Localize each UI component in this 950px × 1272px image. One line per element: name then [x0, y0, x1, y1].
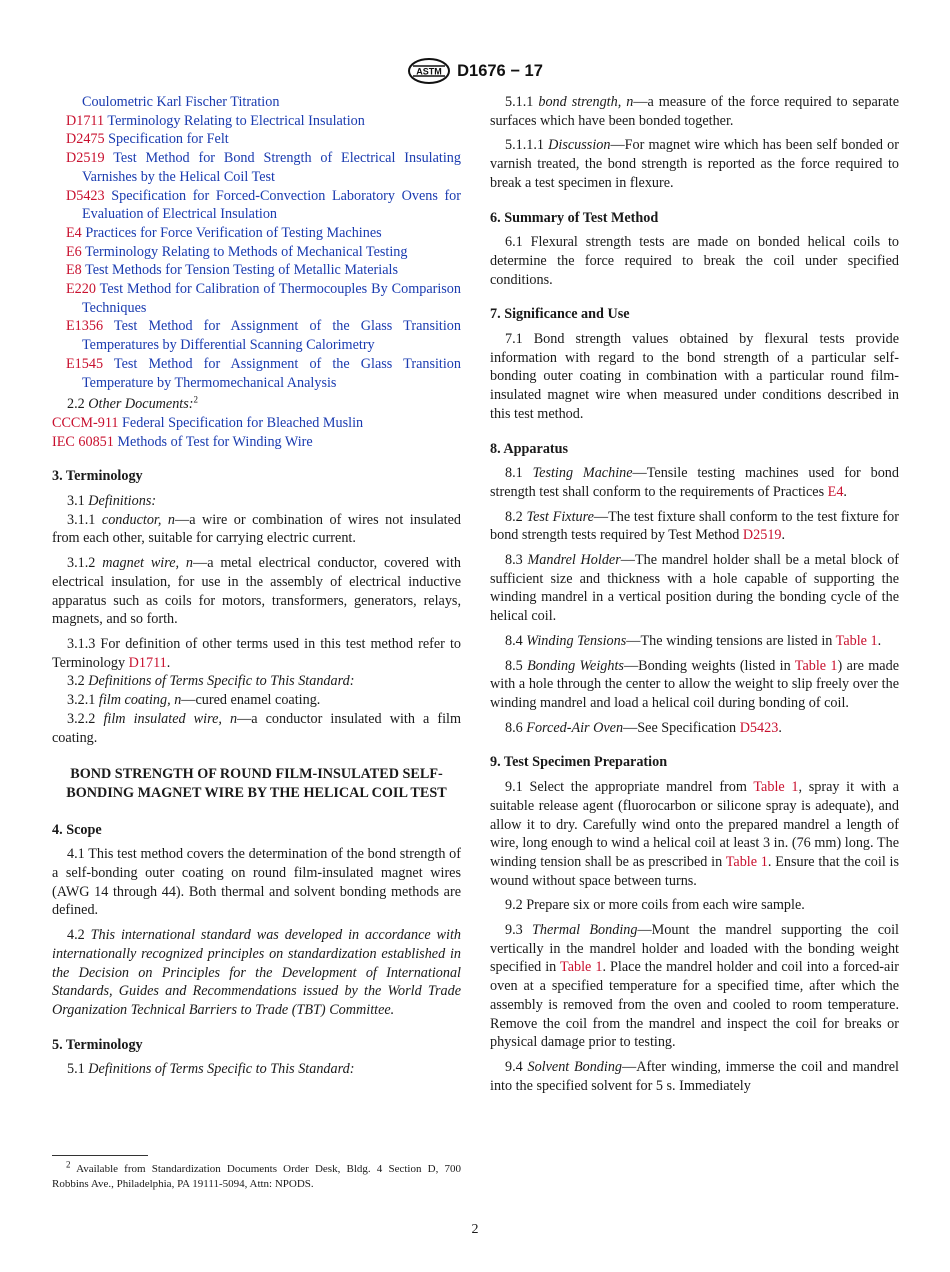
- section-9-4: 9.4 Solvent Bonding—After winding, immerse the coil and mandrel into the specified solvent for 5 s. Immediately: [490, 1058, 899, 1094]
- section-7-heading: 7. Significance and Use: [490, 306, 630, 323]
- section-5-1-1: 5.1.1 bond strength, n—a measure of the force required to separate surfaces which have been bonded together.: [490, 94, 900, 129]
- section-4-1: 4.1 This test method covers the determination of the bond strength of a self-bonding outer coating on round film-insulated magnet wires (AWG 14 through 44). Both thermal and solvent bonding methods are defined.: [52, 846, 461, 919]
- section-9-heading: 9. Test Specimen Preparation: [490, 754, 668, 771]
- link-d2519[interactable]: D2519: [742, 527, 782, 544]
- section-3-1: 3.1 Definitions:: [67, 493, 157, 510]
- footnote-divider: [52, 1155, 148, 1156]
- reference-e1356[interactable]: E1356 Test Method for Assignment of the Glass Transition Temperatures by Differential Scanning Calorimetry: [66, 318, 461, 354]
- reference-e1545[interactable]: E1545 Test Method for Assignment of the Glass Transition Temperature by Thermomechanical Analysis: [66, 355, 461, 391]
- astm-logo-icon: [407, 58, 451, 84]
- section-6-1: 6.1 Flexural strength tests are made on bonded helical coils to determine the force required to break the coil under specified conditions.: [490, 234, 899, 288]
- reference-continuation[interactable]: Coulometric Karl Fischer Titration: [82, 94, 280, 110]
- section-5-1-1-1: 5.1.1.1 Discussion—For magnet wire which has been self bonded or varnish treated, the bond strength is reported as the force required to break a test specimen in flexure.: [490, 137, 899, 191]
- section-8-2: 8.2 Test Fixture—The test fixture shall conform to the test fixture for bond strength tests required by Test Method D2519.: [490, 508, 900, 544]
- section-3-2: 3.2 Definitions of Terms Specific to This Standard:: [67, 673, 355, 690]
- reference-e8[interactable]: E8 Test Methods for Tension Testing of Metallic Materials: [66, 262, 398, 279]
- link-table-1[interactable]: Table 1: [835, 632, 878, 649]
- link-e4[interactable]: E4: [827, 483, 844, 500]
- section-5-1: 5.1 Definitions of Terms Specific to This Standard:: [67, 1061, 355, 1078]
- page-number: 2: [471, 1222, 479, 1237]
- reference-d1711[interactable]: D1711 Terminology Relating to Electrical Insulation: [66, 112, 365, 129]
- reference-e6[interactable]: E6 Terminology Relating to Methods of Mechanical Testing: [66, 243, 408, 260]
- section-8-1: 8.1 Testing Machine—Tensile testing machines used for bond strength test shall conform to the requirements of Practices E4.: [490, 465, 899, 500]
- section-3-2-2: 3.2.2 film insulated wire, n—a conductor insulated with a film coating.: [52, 710, 461, 746]
- link-table-1[interactable]: Table 1: [753, 779, 799, 796]
- section-3-1-1: 3.1.1 conductor, n—a wire or combination of wires not insulated from each other, suitable for carrying electric current.: [52, 511, 462, 547]
- section-4-heading: 4. Scope: [52, 821, 102, 838]
- standard-number: D1676 − 17: [457, 61, 543, 80]
- main-title: BOND STRENGTH OF ROUND FILM-INSULATED SELF-BONDING MAGNET WIRE BY THE HELICAL COIL TEST: [66, 766, 447, 801]
- reference-e4[interactable]: E4 Practices for Force Verification of Testing Machines: [66, 224, 382, 241]
- section-9-2: 9.2 Prepare six or more coils from each wire sample.: [505, 897, 805, 914]
- reference-d2475[interactable]: D2475 Specification for Felt: [66, 131, 229, 148]
- section-6-heading: 6. Summary of Test Method: [490, 209, 659, 226]
- left-column: [52, 93, 461, 1085]
- footnote: $^2$ Available from Standardization Documents Order Desk, Bldg. 4 Section D, 700 Robbins Ave., Philadelphia, PA 19111-5094, Attn: NPODS.: [52, 1159, 461, 1190]
- page-header: [0, 56, 950, 86]
- section-8-3: 8.3 Mandrel Holder—The mandrel holder shall be a metal block of sufficient size and thickness with a hole capable of supporting the winding mandrel in a vertical position during the bonding cycle of the helical coil.: [490, 552, 900, 625]
- section-5-heading: 5. Terminology: [52, 1036, 143, 1053]
- section-3-1-2: 3.1.2 magnet wire, n—a metal electrical conductor, covered with electrical insulation, for use in the assembly of electrical inductive apparatus such as coils for motors, transformers, generators, relays, magnets, and so forth.: [52, 555, 461, 628]
- section-8-6: 8.6 Forced-Air Oven—See Specification D5423.: [505, 719, 782, 736]
- link-d5423[interactable]: D5423: [739, 719, 779, 736]
- other-documents-heading: 2.2 Other Documents:$^2$: [67, 394, 198, 413]
- section-9-3: 9.3 Thermal Bonding—Mount the mandrel supporting the coil vertically in the mandrel holder and loaded with the bonding weight specified in Table 1. Place the mandrel holder and coil into a forced-air oven at a specified temperature for a specified time, after which the assembly is removed from the oven and cooled to room temperature. Remove the coil from the mandrel and inspect the coil for breaks or physical damage prior to testing.: [490, 922, 900, 1051]
- section-3-2-1: 3.2.1 film coating, n—cured enamel coating.: [67, 692, 321, 709]
- right-column: [490, 93, 899, 1101]
- section-3-heading: 3. Terminology: [52, 468, 143, 485]
- svg-text:ASTM: ASTM: [416, 66, 442, 77]
- reference-cccm-911[interactable]: CCCM-911 Federal Specification for Bleached Muslin: [52, 414, 364, 431]
- reference-e220[interactable]: E220 Test Method for Calibration of Thermocouples By Comparison Techniques: [66, 281, 461, 316]
- section-9-1: 9.1 Select the appropriate mandrel from Table 1, spray it with a suitable release agent (fluorocarbon or silicone spray is adequate), and allow it to dry. Carefully wind onto the prepared mandrel a length of wire, long enough to wind a helical coil at least 3 in. (76 mm) long. The winding tension shall be as prescribed in Table 1. Ensure that the coil is wound without space between turns.: [490, 779, 899, 889]
- link-table-1[interactable]: Table 1: [794, 657, 838, 674]
- link-d1711[interactable]: D1711: [128, 654, 167, 671]
- reference-d2519[interactable]: D2519 Test Method for Bond Strength of Electrical Insulating Varnishes by the Helical Coil Test: [66, 150, 461, 185]
- section-8-5: 8.5 Bonding Weights—Bonding weights (listed in Table 1) are made with a hole through the center to allow the weight to slip freely over the winding mandrel and load a helical coil during bonding of coil.: [490, 657, 899, 711]
- section-8-heading: 8. Apparatus: [490, 440, 569, 457]
- reference-d5423[interactable]: D5423 Specification for Forced-Convection Laboratory Ovens for Evaluation of Electrical Insulation: [66, 187, 462, 223]
- section-8-4: 8.4 Winding Tensions—The winding tensions are listed in Table 1.: [505, 632, 882, 649]
- section-3-1-3: 3.1.3 For definition of other terms used in this test method refer to Terminology D1711.: [52, 635, 461, 671]
- reference-iec-60851[interactable]: IEC 60851 Methods of Test for Winding Wire: [52, 433, 313, 450]
- section-4-2: 4.2 This international standard was developed in accordance with internationally recognized principles on standardization established in the Decision on Principles for the Development of International Standards, Guides and Recommendations issued by the World Trade Organization Technical Barriers to Trade (TBT) Committee.: [52, 927, 461, 1018]
- link-table-1[interactable]: Table 1: [725, 853, 768, 870]
- section-7-1: 7.1 Bond strength values obtained by flexural tests provide information with regard to the bond strength of a particular self-bonding outer coating in combination with a particular round film-insulated magnet wire when measured under conditions described in this test method.: [490, 331, 899, 422]
- link-table-1[interactable]: Table 1: [560, 959, 603, 976]
